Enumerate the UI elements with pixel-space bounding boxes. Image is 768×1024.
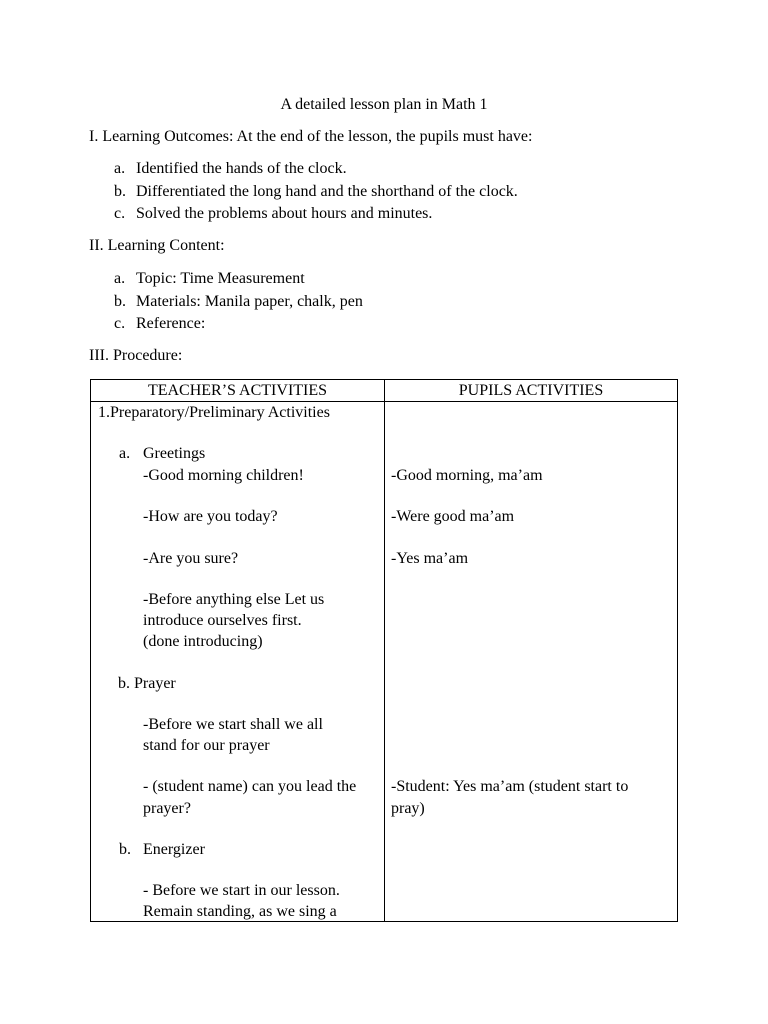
teacher-line: - Before we start in our lesson.: [143, 882, 340, 899]
energizer-marker: b.: [119, 841, 131, 858]
learning-outcomes-list: [114, 158, 518, 226]
teacher-line: (done introducing): [143, 633, 263, 650]
list-item: c. Solved the problems about hours and minutes.: [114, 205, 433, 222]
pupil-response: -Were good ma’am: [391, 508, 515, 525]
learning-content-heading: II. Learning Content:: [89, 237, 225, 254]
teacher-line: stand for our prayer: [143, 737, 270, 754]
list-item: a. Identified the hands of the clock.: [114, 160, 347, 177]
pupil-response: -Good morning, ma’am: [391, 467, 543, 484]
table-header-row: [91, 380, 678, 402]
teacher-activities-cell: [91, 402, 385, 922]
learning-content-list: [114, 268, 363, 336]
table-row: [91, 402, 678, 922]
list-item: a. Topic: Time Measurement: [114, 270, 305, 287]
teacher-line: - (student name) can you lead the: [143, 778, 357, 795]
document-title: A detailed lesson plan in Math 1: [280, 96, 488, 113]
teacher-line: -How are you today?: [143, 508, 278, 525]
list-item: b. Materials: Manila paper, chalk, pen: [114, 292, 363, 310]
teacher-line: -Before we start shall we all: [143, 716, 323, 733]
energizer-label: Energizer: [143, 841, 205, 858]
pupils-activities-header: PUPILS ACTIVITIES: [385, 380, 678, 402]
teacher-line: Remain standing, as we sing a: [143, 903, 337, 920]
pupils-activities-cell: [385, 402, 678, 922]
pupil-response: pray): [391, 800, 425, 817]
preliminary-activities-heading: 1.Preparatory/Preliminary Activities: [98, 404, 330, 421]
teacher-activities-header: TEACHER’S ACTIVITIES: [91, 380, 385, 402]
prayer-label: b. Prayer: [118, 675, 176, 692]
procedure-heading: III. Procedure:: [89, 347, 183, 364]
pupil-response: -Student: Yes ma’am (student start to: [391, 778, 629, 795]
procedure-table: [90, 379, 678, 922]
list-item: c. Reference:: [114, 315, 206, 332]
pupil-response: -Yes ma’am: [391, 550, 469, 567]
greetings-marker: a.: [119, 445, 131, 462]
teacher-line: introduce ourselves first.: [143, 612, 302, 629]
teacher-line: -Are you sure?: [143, 550, 239, 567]
teacher-line: -Before anything else Let us: [143, 591, 325, 608]
learning-outcomes-heading: I. Learning Outcomes: At the end of the lesson, the pupils must have:: [89, 128, 533, 145]
list-item: b. Differentiated the long hand and the shorthand of the clock.: [114, 182, 518, 200]
greetings-label: Greetings: [143, 445, 206, 462]
teacher-line: -Good morning children!: [143, 467, 304, 484]
teacher-line: prayer?: [143, 800, 191, 817]
